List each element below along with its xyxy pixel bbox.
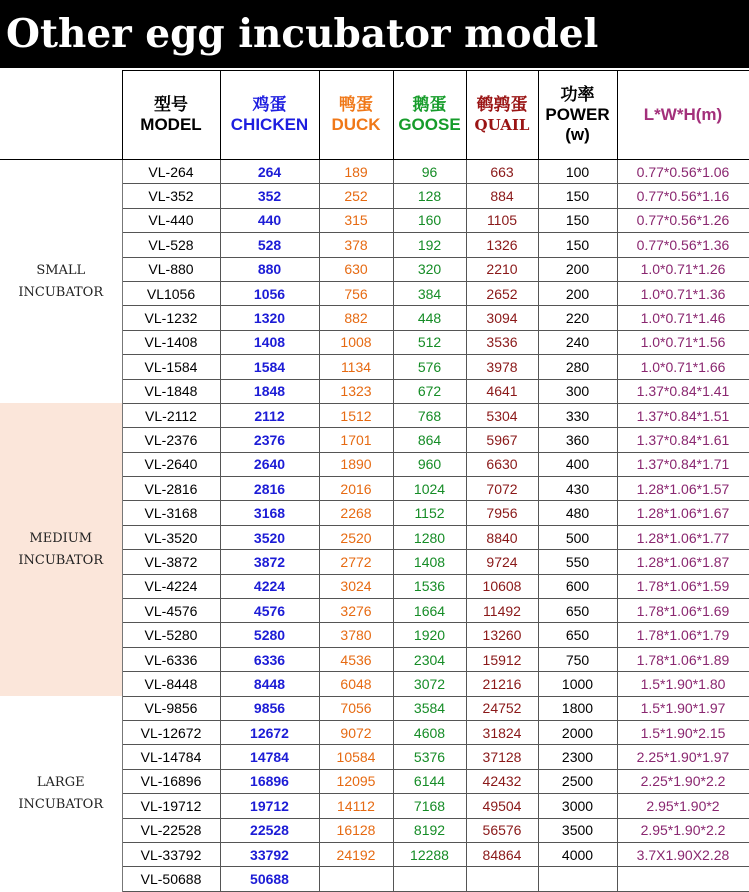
cell-duck: 9072	[319, 720, 393, 744]
page-title: Other egg incubator model	[6, 11, 599, 57]
cell-chicken: 1056	[220, 281, 319, 305]
header-chicken	[220, 71, 319, 160]
cell-model: VL-2640	[122, 452, 220, 476]
cell-duck: 1890	[319, 452, 393, 476]
cell-size: 1.78*1.06*1.59	[617, 574, 749, 598]
cell-model: VL-352	[122, 184, 220, 208]
cell-size: 2.95*1.90*2.2	[617, 818, 749, 842]
cell-chicken: 50688	[220, 867, 319, 891]
cell-model: VL-5280	[122, 623, 220, 647]
cell-duck: 315	[319, 208, 393, 232]
header-power-en: POWER	[545, 105, 610, 124]
cell-model: VL-12672	[122, 720, 220, 744]
cell-model: VL-880	[122, 257, 220, 281]
cell-size: 3.7X1.90X2.28	[617, 842, 749, 866]
cell-quail: 3978	[466, 355, 538, 379]
cell-duck: 252	[319, 184, 393, 208]
cell-duck: 882	[319, 306, 393, 330]
cell-size: 0.77*0.56*1.36	[617, 233, 749, 257]
cell-goose: 512	[393, 330, 466, 354]
cell-goose: 128	[393, 184, 466, 208]
cell-model: VL1056	[122, 281, 220, 305]
cell-goose: 8192	[393, 818, 466, 842]
cell-chicken: 5280	[220, 623, 319, 647]
cell-goose: 1920	[393, 623, 466, 647]
header-chicken-en: CHICKEN	[230, 115, 309, 134]
cell-duck: 2772	[319, 550, 393, 574]
cell-power: 750	[538, 647, 617, 671]
cell-model: VL-4576	[122, 599, 220, 623]
group-label-line: LARGE	[36, 774, 85, 790]
cell-chicken: 4576	[220, 599, 319, 623]
group-large-incubator	[0, 696, 122, 891]
cell-power	[538, 867, 617, 891]
cell-goose: 5376	[393, 745, 466, 769]
cell-quail: 6630	[466, 452, 538, 476]
cell-size: 1.37*0.84*1.71	[617, 452, 749, 476]
cell-power: 2000	[538, 720, 617, 744]
cell-quail: 5304	[466, 403, 538, 427]
cell-duck: 7056	[319, 696, 393, 720]
cell-power: 220	[538, 306, 617, 330]
cell-goose: 1280	[393, 525, 466, 549]
header-blank-cell	[0, 71, 122, 160]
cell-size: 1.5*1.90*1.80	[617, 672, 749, 696]
cell-model: VL-1584	[122, 355, 220, 379]
header-power-unit: (w)	[565, 125, 590, 144]
cell-model: VL-264	[122, 160, 220, 184]
cell-chicken: 3872	[220, 550, 319, 574]
cell-size: 1.0*0.71*1.26	[617, 257, 749, 281]
cell-power: 200	[538, 257, 617, 281]
cell-size: 1.78*1.06*1.79	[617, 623, 749, 647]
table-row	[0, 160, 749, 184]
header-quail-en: QUAIL	[474, 116, 530, 134]
cell-power: 200	[538, 281, 617, 305]
cell-power: 360	[538, 428, 617, 452]
cell-duck: 2016	[319, 477, 393, 501]
cell-model: VL-50688	[122, 867, 220, 891]
cell-size: 1.0*0.71*1.46	[617, 306, 749, 330]
cell-power: 3000	[538, 794, 617, 818]
cell-model: VL-6336	[122, 647, 220, 671]
cell-size: 2.95*1.90*2	[617, 794, 749, 818]
table-body	[0, 160, 749, 892]
cell-quail: 7956	[466, 501, 538, 525]
cell-quail: 56576	[466, 818, 538, 842]
cell-chicken: 19712	[220, 794, 319, 818]
cell-chicken: 3520	[220, 525, 319, 549]
cell-quail: 37128	[466, 745, 538, 769]
cell-model: VL-3872	[122, 550, 220, 574]
cell-goose: 1024	[393, 477, 466, 501]
cell-goose: 960	[393, 452, 466, 476]
cell-power: 480	[538, 501, 617, 525]
cell-power: 1800	[538, 696, 617, 720]
cell-size: 1.78*1.06*1.89	[617, 647, 749, 671]
cell-goose: 448	[393, 306, 466, 330]
cell-duck: 24192	[319, 842, 393, 866]
cell-quail: 3536	[466, 330, 538, 354]
cell-duck: 12095	[319, 769, 393, 793]
group-small-incubator	[0, 160, 122, 404]
cell-model: VL-2376	[122, 428, 220, 452]
cell-size: 1.78*1.06*1.69	[617, 599, 749, 623]
cell-chicken: 2376	[220, 428, 319, 452]
cell-size: 0.77*0.56*1.26	[617, 208, 749, 232]
header-model-cn: 型号	[154, 95, 188, 114]
cell-chicken: 2816	[220, 477, 319, 501]
cell-quail: 884	[466, 184, 538, 208]
group-label-line: INCUBATOR	[18, 796, 104, 812]
cell-size: 1.37*0.84*1.51	[617, 403, 749, 427]
cell-chicken: 4224	[220, 574, 319, 598]
table-row	[0, 403, 749, 427]
header-goose-cn: 鹅蛋	[412, 95, 447, 114]
cell-power: 430	[538, 477, 617, 501]
cell-goose: 4608	[393, 720, 466, 744]
group-label-line: INCUBATOR	[18, 552, 104, 568]
cell-power: 500	[538, 525, 617, 549]
cell-quail: 2210	[466, 257, 538, 281]
cell-power: 2500	[538, 769, 617, 793]
cell-model: VL-1232	[122, 306, 220, 330]
cell-chicken: 1848	[220, 379, 319, 403]
cell-size: 1.28*1.06*1.67	[617, 501, 749, 525]
cell-duck: 189	[319, 160, 393, 184]
cell-quail: 24752	[466, 696, 538, 720]
cell-model: VL-3520	[122, 525, 220, 549]
header-size-label: L*W*H(m)	[643, 105, 723, 124]
cell-size: 1.0*0.71*1.56	[617, 330, 749, 354]
cell-chicken: 1408	[220, 330, 319, 354]
cell-power: 240	[538, 330, 617, 354]
cell-model: VL-1848	[122, 379, 220, 403]
cell-size: 0.77*0.56*1.16	[617, 184, 749, 208]
cell-goose: 1536	[393, 574, 466, 598]
group-label-line: INCUBATOR	[18, 284, 104, 300]
cell-quail: 11492	[466, 599, 538, 623]
cell-model: VL-3168	[122, 501, 220, 525]
header-goose	[393, 71, 466, 160]
cell-quail: 15912	[466, 647, 538, 671]
cell-power: 150	[538, 233, 617, 257]
cell-quail: 84864	[466, 842, 538, 866]
cell-size: 1.5*1.90*1.97	[617, 696, 749, 720]
cell-goose: 864	[393, 428, 466, 452]
cell-model: VL-9856	[122, 696, 220, 720]
cell-size: 0.77*0.56*1.06	[617, 160, 749, 184]
header-duck-cn: 鸭蛋	[339, 95, 373, 114]
cell-chicken: 1320	[220, 306, 319, 330]
cell-goose: 3072	[393, 672, 466, 696]
cell-duck	[319, 867, 393, 891]
cell-quail: 8840	[466, 525, 538, 549]
cell-chicken: 9856	[220, 696, 319, 720]
table-row	[0, 696, 749, 720]
cell-duck: 4536	[319, 647, 393, 671]
group-medium-incubator	[0, 403, 122, 696]
cell-size: 1.28*1.06*1.87	[617, 550, 749, 574]
cell-goose: 6144	[393, 769, 466, 793]
cell-power: 330	[538, 403, 617, 427]
header-duck	[319, 71, 393, 160]
cell-goose: 3584	[393, 696, 466, 720]
cell-chicken: 352	[220, 184, 319, 208]
header-chicken-cn: 鸡蛋	[252, 95, 287, 114]
cell-quail: 4641	[466, 379, 538, 403]
header-size	[617, 71, 749, 160]
cell-power: 150	[538, 208, 617, 232]
cell-model: VL-16896	[122, 769, 220, 793]
cell-quail: 663	[466, 160, 538, 184]
cell-power: 400	[538, 452, 617, 476]
cell-chicken: 8448	[220, 672, 319, 696]
cell-quail: 3094	[466, 306, 538, 330]
cell-quail: 1105	[466, 208, 538, 232]
cell-duck: 756	[319, 281, 393, 305]
cell-duck: 10584	[319, 745, 393, 769]
cell-size: 1.0*0.71*1.66	[617, 355, 749, 379]
cell-goose: 7168	[393, 794, 466, 818]
cell-quail: 9724	[466, 550, 538, 574]
header-quail	[466, 71, 538, 160]
cell-power: 3500	[538, 818, 617, 842]
cell-power: 280	[538, 355, 617, 379]
cell-duck: 378	[319, 233, 393, 257]
cell-power: 150	[538, 184, 617, 208]
cell-quail: 13260	[466, 623, 538, 647]
cell-goose: 320	[393, 257, 466, 281]
cell-chicken: 1584	[220, 355, 319, 379]
header-duck-en: DUCK	[331, 115, 381, 134]
cell-model: VL-4224	[122, 574, 220, 598]
cell-goose: 576	[393, 355, 466, 379]
cell-chicken: 12672	[220, 720, 319, 744]
header-power	[538, 71, 617, 160]
cell-duck: 2268	[319, 501, 393, 525]
cell-size: 1.37*0.84*1.41	[617, 379, 749, 403]
cell-goose: 12288	[393, 842, 466, 866]
cell-size: 1.0*0.71*1.36	[617, 281, 749, 305]
group-label-line: SMALL	[36, 262, 86, 278]
cell-model: VL-2112	[122, 403, 220, 427]
cell-goose: 2304	[393, 647, 466, 671]
cell-duck: 1008	[319, 330, 393, 354]
cell-goose: 192	[393, 233, 466, 257]
title-banner	[0, 0, 749, 68]
cell-duck: 2520	[319, 525, 393, 549]
cell-chicken: 3168	[220, 501, 319, 525]
cell-power: 100	[538, 160, 617, 184]
cell-quail: 10608	[466, 574, 538, 598]
cell-model: VL-1408	[122, 330, 220, 354]
cell-chicken: 880	[220, 257, 319, 281]
cell-duck: 16128	[319, 818, 393, 842]
cell-power: 550	[538, 550, 617, 574]
cell-power: 300	[538, 379, 617, 403]
cell-quail: 1326	[466, 233, 538, 257]
cell-model: VL-2816	[122, 477, 220, 501]
cell-size: 1.5*1.90*2.15	[617, 720, 749, 744]
cell-power: 2300	[538, 745, 617, 769]
cell-quail	[466, 867, 538, 891]
cell-power: 1000	[538, 672, 617, 696]
group-label-line: MEDIUM	[29, 530, 93, 546]
cell-power: 600	[538, 574, 617, 598]
cell-model: VL-14784	[122, 745, 220, 769]
cell-chicken: 2112	[220, 403, 319, 427]
cell-model: VL-19712	[122, 794, 220, 818]
header-goose-en: GOOSE	[398, 115, 461, 134]
cell-chicken: 22528	[220, 818, 319, 842]
cell-chicken: 33792	[220, 842, 319, 866]
cell-goose: 96	[393, 160, 466, 184]
header-model-en: MODEL	[140, 115, 202, 134]
cell-goose: 672	[393, 379, 466, 403]
cell-quail: 42432	[466, 769, 538, 793]
cell-goose: 768	[393, 403, 466, 427]
cell-goose: 384	[393, 281, 466, 305]
header-quail-cn: 鹌鹑蛋	[476, 95, 528, 114]
cell-duck: 630	[319, 257, 393, 281]
cell-size: 2.25*1.90*1.97	[617, 745, 749, 769]
cell-model: VL-33792	[122, 842, 220, 866]
cell-size	[617, 867, 749, 891]
cell-duck: 1512	[319, 403, 393, 427]
cell-chicken: 528	[220, 233, 319, 257]
cell-chicken: 2640	[220, 452, 319, 476]
cell-size: 1.28*1.06*1.77	[617, 525, 749, 549]
cell-size: 1.37*0.84*1.61	[617, 428, 749, 452]
cell-duck: 14112	[319, 794, 393, 818]
cell-duck: 1323	[319, 379, 393, 403]
cell-duck: 3276	[319, 599, 393, 623]
cell-model: VL-8448	[122, 672, 220, 696]
cell-quail: 31824	[466, 720, 538, 744]
cell-goose: 1152	[393, 501, 466, 525]
cell-goose: 1408	[393, 550, 466, 574]
header-power-cn: 功率	[560, 85, 595, 104]
cell-power: 4000	[538, 842, 617, 866]
cell-size: 1.28*1.06*1.57	[617, 477, 749, 501]
cell-model: VL-22528	[122, 818, 220, 842]
cell-goose: 1664	[393, 599, 466, 623]
cell-power: 650	[538, 599, 617, 623]
cell-model: VL-528	[122, 233, 220, 257]
cell-chicken: 6336	[220, 647, 319, 671]
cell-duck: 3780	[319, 623, 393, 647]
cell-goose	[393, 867, 466, 891]
cell-chicken: 264	[220, 160, 319, 184]
cell-chicken: 440	[220, 208, 319, 232]
table-header-row	[0, 71, 749, 160]
cell-duck: 6048	[319, 672, 393, 696]
cell-chicken: 14784	[220, 745, 319, 769]
header-model	[122, 71, 220, 160]
cell-quail: 2652	[466, 281, 538, 305]
cell-quail: 7072	[466, 477, 538, 501]
cell-duck: 1701	[319, 428, 393, 452]
cell-model: VL-440	[122, 208, 220, 232]
cell-quail: 49504	[466, 794, 538, 818]
cell-duck: 1134	[319, 355, 393, 379]
cell-duck: 3024	[319, 574, 393, 598]
cell-power: 650	[538, 623, 617, 647]
incubator-model-table	[0, 70, 749, 892]
cell-size: 2.25*1.90*2.2	[617, 769, 749, 793]
cell-goose: 160	[393, 208, 466, 232]
cell-chicken: 16896	[220, 769, 319, 793]
cell-quail: 21216	[466, 672, 538, 696]
cell-quail: 5967	[466, 428, 538, 452]
